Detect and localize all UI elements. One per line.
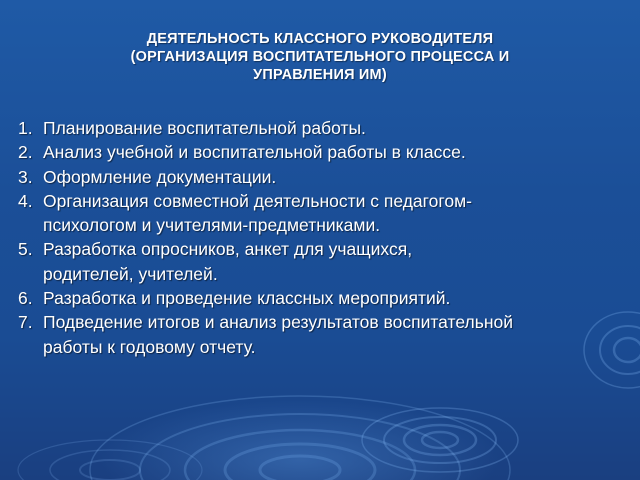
title-line: ДЕЯТЕЛЬНОСТЬ КЛАССНОГО РУКОВОДИТЕЛЯ [146, 31, 494, 47]
slide-title [60, 30, 580, 84]
item-line: Разработка и проведение классных мероприятий. [43, 288, 451, 309]
item-text [43, 189, 624, 238]
item-number: 7. [18, 312, 33, 333]
item-line: психологом и учителями-предметниками. [43, 215, 381, 236]
item-line: Организация совместной деятельности с педагогом- [43, 190, 472, 211]
item-text [43, 310, 624, 359]
item-text [43, 140, 624, 164]
duties-list [18, 116, 624, 359]
item-line: родителей, учителей. [43, 263, 218, 284]
item-line: Оформление документации. [43, 166, 277, 187]
item-line: Подведение итогов и анализ результатов воспитательной [43, 312, 514, 333]
item-text [43, 165, 624, 189]
item-number: 4. [18, 190, 33, 211]
list-item [18, 116, 624, 140]
ripple-center [90, 396, 510, 480]
title-line: УПРАВЛЕНИЯ ИМ) [253, 67, 387, 83]
list-item [18, 165, 624, 189]
ripple-right [362, 408, 518, 472]
item-text [43, 286, 624, 310]
list-item [18, 286, 624, 310]
list-item [18, 140, 624, 164]
item-number: 1. [18, 118, 33, 138]
list-item [18, 189, 624, 238]
item-number: 5. [18, 239, 33, 260]
item-line: работы к годовому отчету. [43, 336, 256, 357]
item-line: Планирование воспитательной работы. [43, 118, 366, 138]
list-item [18, 310, 624, 359]
ripple-left [18, 440, 202, 480]
item-line: Разработка опросников, анкет для учащихся, [43, 239, 413, 260]
item-number: 6. [18, 288, 33, 309]
item-line: Анализ учебной и воспитательной работы в классе. [43, 142, 466, 163]
item-number: 2. [18, 142, 33, 163]
title-line: (ОРГАНИЗАЦИЯ ВОСПИТАТЕЛЬНОГО ПРОЦЕССА И [130, 49, 510, 65]
item-text [43, 237, 624, 286]
list-item [18, 237, 624, 286]
item-number: 3. [18, 166, 33, 187]
item-text [43, 116, 624, 140]
